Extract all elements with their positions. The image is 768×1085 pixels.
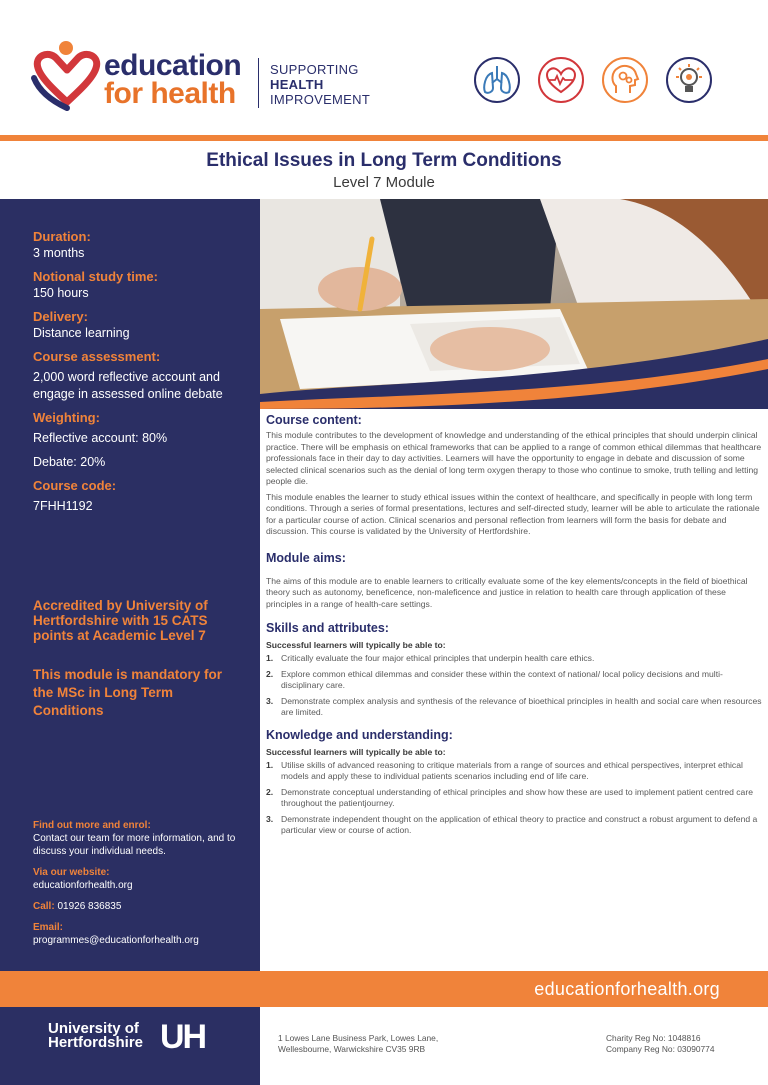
enrol-label: Find out more and enrol: [33, 820, 151, 831]
list-item: 1. Critically evaluate the four major ethical principles that underpin health care ethics. [266, 653, 595, 663]
lungs-icon [472, 55, 522, 105]
brand-name-line2: for health [104, 77, 236, 110]
course-content-heading: Course content: [266, 413, 362, 427]
skills-heading: Skills and attributes: [266, 621, 389, 635]
list-item: 3. Demonstrate independent thought on the application of ethical theory to practice and construct a robust argument to defend a particular view or course of action. [266, 813, 758, 835]
assessment-value: 2,000 word reflective account and engage in assessed online debate [33, 370, 223, 401]
delivery-label: Delivery: [33, 309, 88, 324]
website-link[interactable]: educationforhealth.org [33, 880, 133, 891]
weighting-debate: Debate: 20% [33, 455, 106, 469]
course-content-paragraph-2: This module enables the learner to study ethical issues within the context of healthcare, and specifically in people with long term conditions. Through a series of formal presentations, lectures and self-directed study, learner will be able to articulate the rationale for a particular course of action. Clinical scenarios and personal reflection from learners will form the basis for debate and discussion. This course is validated by the University of Hertfordshire. [266, 491, 760, 536]
mandatory-note: This module is mandatory for the MSc in Long Term Conditions [33, 667, 223, 718]
address-line1: 1 Lowes Lane Business Park, Lowes Lane, [278, 1033, 439, 1043]
weighting-reflective: Reflective account: 80% [33, 431, 168, 445]
course-content-paragraph-1: This module contributes to the development of knowledge and understanding of the ethical principles that should underpin clinical practice. There will be emphasis on ethical frameworks that can be applied to a range of common ethical dilemmas that healthcare professionals face in their day to day activities. Learners will have the opportunity to engage in debate and discussion of some selected clinical scenarios such as the denial of long term oxygen therapy to those who continue to smoke, truth telling and letting people die. [266, 430, 762, 486]
assessment-label: Course assessment: [33, 349, 161, 364]
course-details-sidebar [0, 199, 260, 971]
weighting-label: Weighting: [33, 410, 100, 425]
course-description [266, 412, 762, 841]
footer-registration [606, 1033, 714, 1055]
accreditation-note: Accredited by University of Hertfordshire with 15 CATS points at Academic Level 7 [33, 598, 208, 643]
list-item: 1. Utilise skills of advanced reasoning to critique materials from a range of sources and ethical perspectives, interpret ethical models and apply these to individual patients scenarios including end of life care. [266, 759, 743, 781]
footer-website-link[interactable]: educationforhealth.org [534, 979, 720, 999]
duration-label: Duration: [33, 229, 91, 244]
list-item: 2. Demonstrate conceptual understanding of ethical principles and show how these are used to implement patient centred care throughout the patientjourney. [266, 786, 753, 808]
university-logo-text [48, 1022, 143, 1050]
study-time-label: Notional study time: [33, 269, 158, 284]
tagline-line1: SUPPORTING [270, 62, 359, 77]
page-subtitle: Level 7 Module [333, 174, 435, 191]
skills-list [266, 653, 762, 719]
enrol-text: Contact our team for more information, and to discuss your individual needs. [33, 833, 236, 857]
header-icon-row [472, 55, 714, 105]
heart-logo-icon [30, 38, 104, 112]
module-aims-text: The aims of this module are to enable learners to critically evaluate some of the key elements/concepts in the field of bioethical theory such as autonomy, beneficence, non-maleficence and justice in relation to health care through application of these principles in a range of health-care settings. [266, 575, 748, 609]
knowledge-heading: Knowledge and understanding: [266, 727, 453, 742]
email-link[interactable]: programmes@educationforhealth.org [33, 935, 199, 946]
contact-block [33, 819, 248, 947]
phone-label: Call: [33, 901, 55, 912]
company-reg: Company Reg No: 03090774 [606, 1044, 715, 1054]
students-writing-photo [260, 199, 768, 409]
brand-name-line1: education [104, 49, 242, 82]
page-title: Ethical Issues in Long Term Conditions [206, 150, 562, 171]
skills-intro: Successful learners will typically be able to: [266, 640, 446, 650]
website-label: Via our website: [33, 867, 110, 878]
page-header [0, 0, 768, 135]
address-line2: Wellesbourne, Warwickshire CV35 9RB [278, 1044, 426, 1054]
title-block [0, 141, 768, 199]
phone-value[interactable]: 01926 836835 [57, 901, 122, 912]
knowledge-intro: Successful learners will typically be able to: [266, 746, 446, 757]
lightbulb-gear-icon [664, 55, 714, 105]
tagline-line2: HEALTH [270, 77, 324, 92]
charity-reg: Charity Reg No: 1048816 [606, 1033, 701, 1043]
course-code-label: Course code: [33, 478, 117, 493]
course-code-value: 7FHH1192 [33, 499, 93, 513]
phone-line [33, 900, 248, 913]
delivery-value: Distance learning [33, 326, 130, 340]
email-label: Email: [33, 922, 64, 933]
brain-gears-icon [600, 55, 650, 105]
footer-address [278, 1033, 438, 1055]
duration-value: 3 months [33, 246, 85, 260]
university-logo-mark: UH [160, 1018, 206, 1056]
university-name-line2: Hertfordshire [48, 1034, 144, 1051]
study-time-value: 150 hours [33, 286, 89, 300]
tagline-line3: IMPROVEMENT [270, 92, 371, 107]
logo-divider [258, 58, 259, 108]
brand-tagline [270, 62, 370, 107]
list-item: 3. Demonstrate complex analysis and synthesis of the relevance of bioethical principles in health and social care when resources are limited. [266, 695, 762, 717]
module-aims-heading: Module aims: [266, 550, 346, 565]
university-name-line1: University of [48, 1020, 139, 1037]
list-item: 2. Explore common ethical dilemmas and consider these within the context of national/ local policy decisions and multi-disciplinary care. [266, 668, 723, 690]
heart-pulse-icon [536, 55, 586, 105]
knowledge-list [266, 760, 762, 837]
brand-logo-text [104, 49, 242, 110]
